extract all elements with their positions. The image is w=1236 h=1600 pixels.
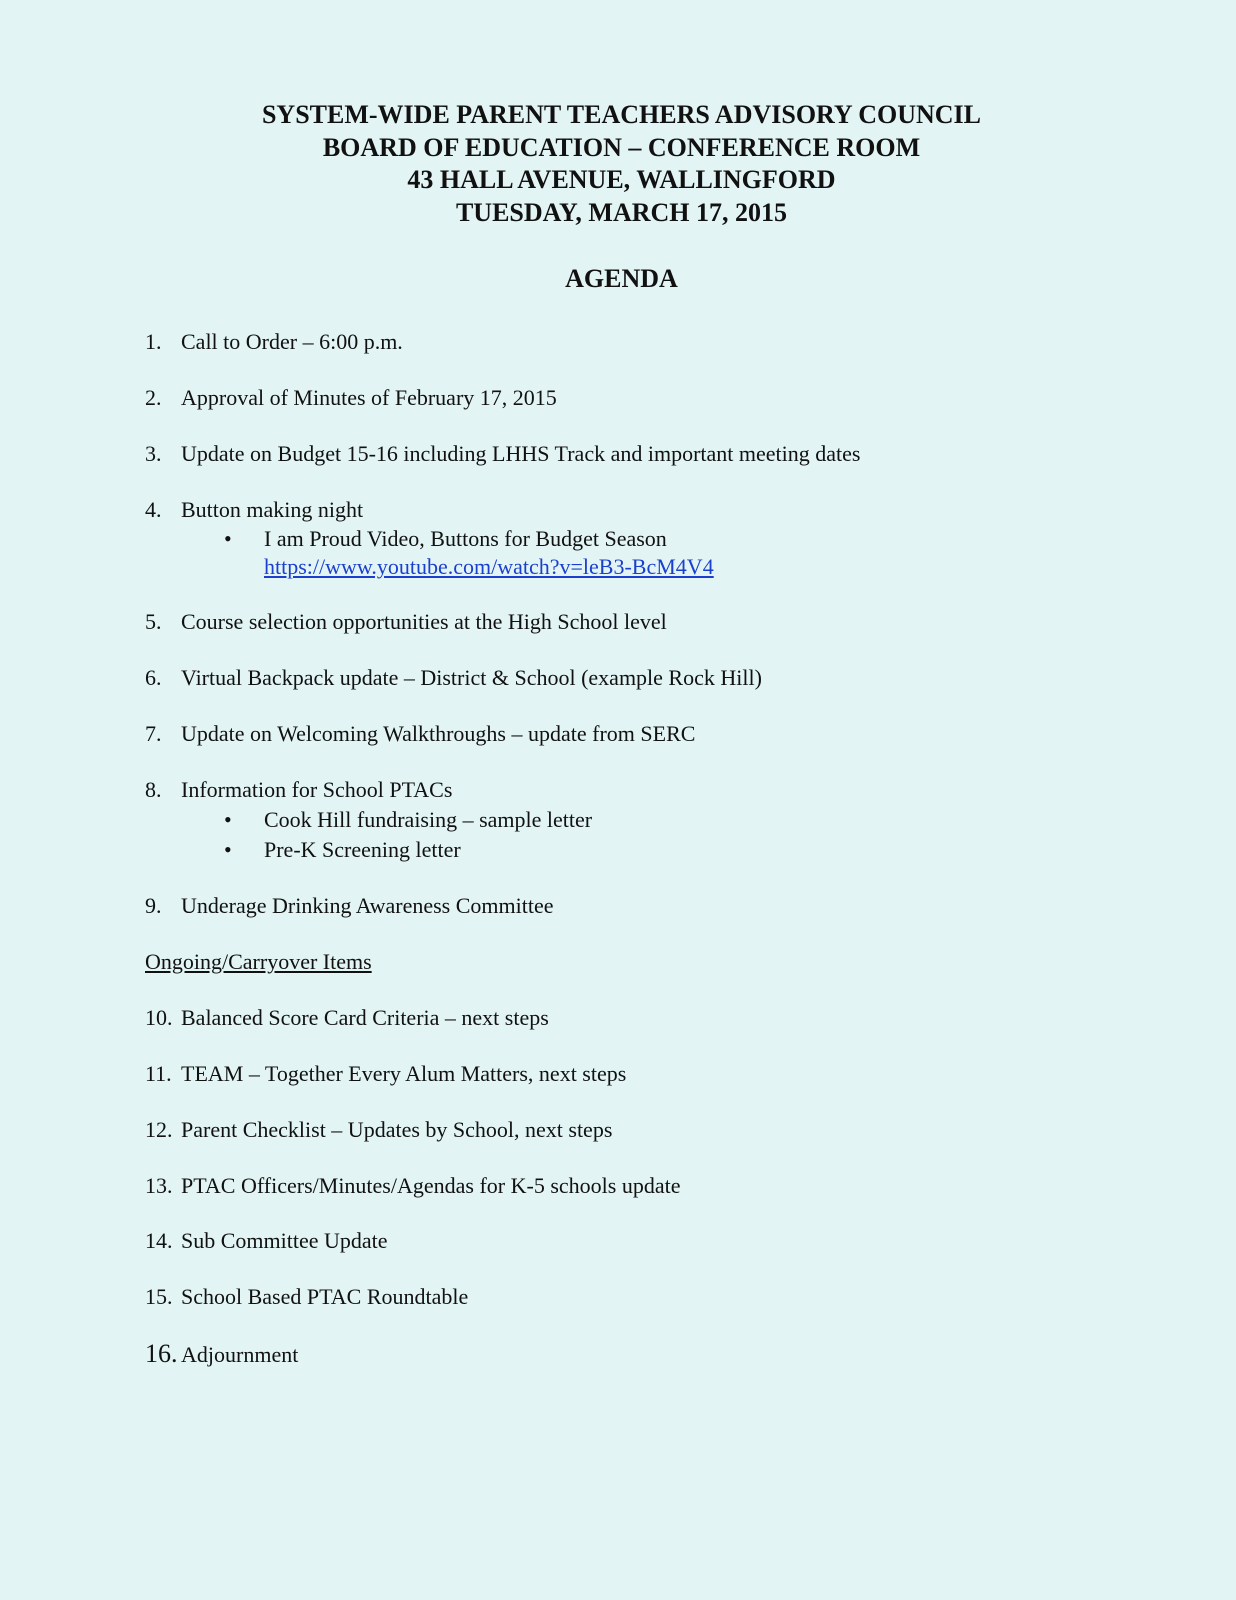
agenda-item-text: Approval of Minutes of February 17, 2015 [181, 385, 557, 410]
agenda-item-number: 15. [145, 1284, 173, 1309]
agenda-item [145, 1283, 468, 1311]
agenda-item-text: Call to Order – 6:00 p.m. [181, 329, 403, 354]
agenda-item [145, 892, 554, 920]
agenda-item-text: Update on Welcoming Walkthroughs – update from SERC [181, 721, 696, 746]
agenda-item [145, 776, 452, 804]
agenda-item-number: 16. [145, 1339, 178, 1368]
agenda-item [145, 1172, 680, 1200]
agenda-item-number: 4. [145, 497, 162, 522]
document-header [0, 99, 1236, 229]
agenda-item-number: 14. [145, 1228, 173, 1253]
youtube-link[interactable]: https://www.youtube.com/watch?v=leB3-BcM4V4 [264, 554, 714, 579]
agenda-item-text: Button making night [181, 497, 364, 522]
agenda-item [145, 328, 403, 356]
agenda-item [145, 720, 695, 748]
header-location: BOARD OF EDUCATION – CONFERENCE ROOM [322, 132, 921, 162]
agenda-item [145, 1060, 626, 1088]
ongoing-items-heading: Ongoing/Carryover Items [145, 949, 372, 974]
bullet-icon: • [224, 526, 232, 551]
agenda-item [145, 608, 667, 636]
agenda-item [145, 1116, 612, 1144]
agenda-sub-bullet-text: Cook Hill fundraising – sample letter [264, 807, 593, 832]
bullet-icon: • [224, 837, 232, 862]
agenda-item-text: Update on Budget 15-16 including LHHS Track and important meeting dates [181, 441, 861, 466]
agenda-item-text: School Based PTAC Roundtable [181, 1284, 469, 1309]
agenda-sub-bullet-text: I am Proud Video, Buttons for Budget Season [264, 526, 667, 551]
agenda-item-number: 2. [145, 385, 162, 410]
agenda-item [145, 664, 762, 692]
agenda-item [145, 1227, 388, 1255]
agenda-item-text: PTAC Officers/Minutes/Agendas for K-5 schools update [181, 1173, 681, 1198]
agenda-item-number: 9. [145, 893, 162, 918]
agenda-item-number: 3. [145, 441, 162, 466]
agenda-item-text: Information for School PTACs [181, 777, 453, 802]
agenda-title: AGENDA [565, 264, 678, 293]
agenda-item-text: Adjournment [181, 1342, 299, 1367]
header-date: TUESDAY, MARCH 17, 2015 [455, 197, 788, 227]
agenda-item [145, 1004, 549, 1032]
agenda-item-text: Underage Drinking Awareness Committee [181, 893, 554, 918]
agenda-item-text: Virtual Backpack update – District & School (example Rock Hill) [181, 665, 762, 690]
agenda-item-number: 6. [145, 665, 162, 690]
header-council-name: SYSTEM-WIDE PARENT TEACHERS ADVISORY COUNCIL [261, 100, 982, 129]
agenda-item [145, 496, 363, 524]
header-address: 43 HALL AVENUE, WALLINGFORD [407, 165, 836, 194]
agenda-item [145, 440, 860, 468]
agenda-item-text: TEAM – Together Every Alum Matters, next steps [181, 1061, 627, 1086]
agenda-item-number: 1. [145, 329, 162, 354]
agenda-item [145, 384, 557, 412]
agenda-item-text: Balanced Score Card Criteria – next steps [181, 1005, 549, 1030]
agenda-item-number: 10. [145, 1005, 173, 1030]
bullet-icon: • [224, 807, 232, 832]
agenda-item [145, 1340, 298, 1369]
agenda-item-text: Parent Checklist – Updates by School, next steps [181, 1117, 613, 1142]
agenda-sub-bullet-text: Pre-K Screening letter [264, 837, 461, 862]
agenda-item-number: 7. [145, 721, 162, 746]
agenda-item-number: 8. [145, 777, 162, 802]
agenda-item-text: Course selection opportunities at the High School level [181, 609, 667, 634]
agenda-item-number: 11. [145, 1061, 172, 1086]
agenda-item-number: 5. [145, 609, 162, 634]
agenda-item-number: 13. [145, 1173, 173, 1198]
agenda-item-number: 12. [145, 1117, 173, 1142]
agenda-item-text: Sub Committee Update [181, 1228, 388, 1253]
